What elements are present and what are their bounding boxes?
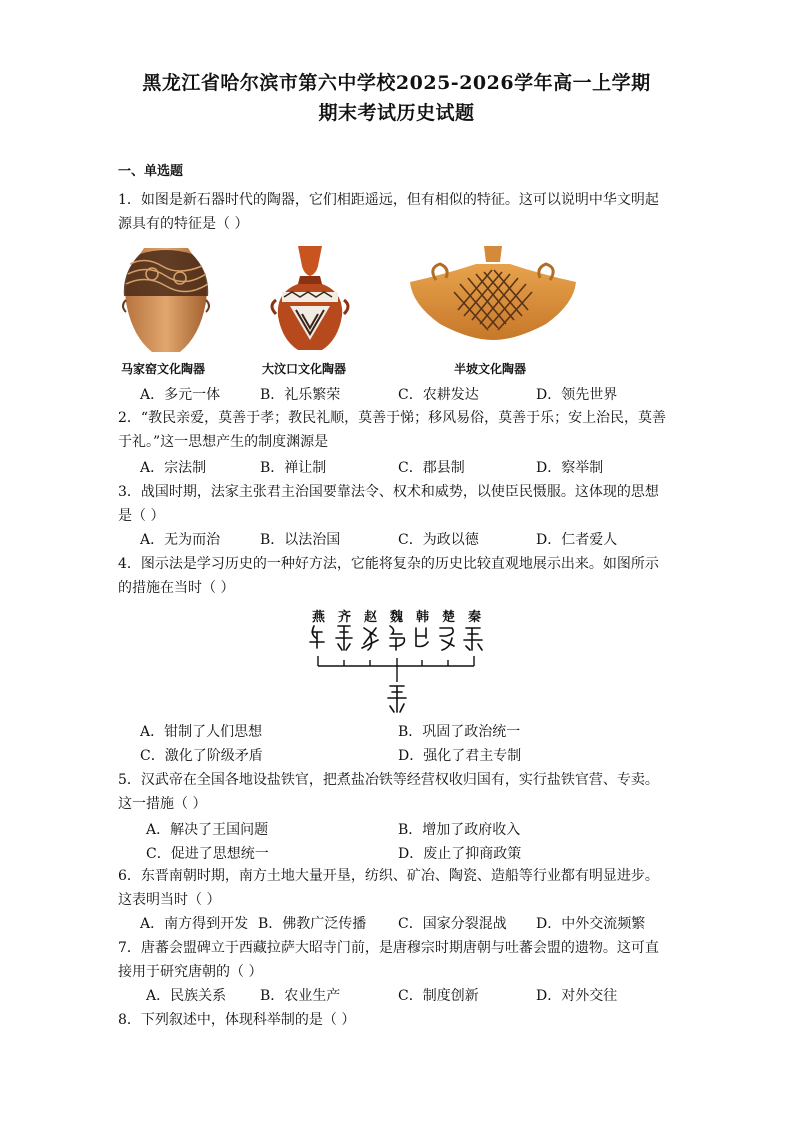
question-2-line2: 于礼。”这一思想产生的制度渊源是 <box>118 434 329 450</box>
caption-majiayao: 马家窑文化陶器 <box>121 362 206 376</box>
q2-option-d[interactable]: D．察举制 <box>536 460 604 476</box>
question-2 <box>118 406 688 454</box>
q3-option-a[interactable]: A．无为而治 <box>140 532 221 548</box>
question-3-line2: 是（ ） <box>118 508 165 524</box>
q3-option-c[interactable]: C．为政以德 <box>398 532 479 548</box>
state-qi: 齐 <box>338 610 352 625</box>
state-han: 韩 <box>416 610 430 625</box>
q6-option-b[interactable]: B．佛教广泛传播 <box>258 916 367 932</box>
question-7 <box>118 936 678 984</box>
state-yan: 燕 <box>312 610 326 625</box>
q1-option-b[interactable]: B．礼乐繁荣 <box>260 387 341 403</box>
q5-option-c[interactable]: C．促进了思想统一 <box>146 846 269 862</box>
q2-option-b[interactable]: B．禅让制 <box>260 460 327 476</box>
q6-option-d[interactable]: D．中外交流频繁 <box>536 916 646 932</box>
question-5-line2: 这一措施（ ） <box>118 796 207 812</box>
question-3-line1: 3．战国时期，法家主张君主治国要靠法令、权术和威势，以使臣民慑服。这体现的思想 <box>118 484 659 500</box>
q3-option-b[interactable]: B．以法治国 <box>260 532 341 548</box>
q1-option-c[interactable]: C．农耕发达 <box>398 387 479 403</box>
state-wei: 魏 <box>390 610 404 625</box>
glyph-qi <box>336 626 352 650</box>
question-3 <box>118 480 678 528</box>
state-zhao: 赵 <box>364 610 378 625</box>
q3-option-d[interactable]: D．仁者爱人 <box>536 532 618 548</box>
q1-option-d[interactable]: D．领先世界 <box>536 387 618 403</box>
question-1-line2: 源具有的特征是（ ） <box>118 216 249 232</box>
script-unification-diagram <box>300 622 500 714</box>
question-4 <box>118 552 678 600</box>
q2-option-a[interactable]: A．宗法制 <box>140 460 207 476</box>
caption-banpo: 半坡文化陶器 <box>454 362 527 376</box>
q6-option-c[interactable]: C．国家分裂混战 <box>398 916 507 932</box>
glyph-wei <box>390 626 404 650</box>
glyph-qin <box>464 628 482 650</box>
question-2-line1: 2．“教民亲爱，莫善于孝；教民礼顺，莫善于悌；移风易俗，莫善于乐；安上治民，莫善 <box>118 410 667 426</box>
question-8 <box>118 1008 678 1032</box>
question-6 <box>118 864 678 912</box>
exam-title-line1: 黑龙江省哈尔滨市第六中学校2025-2026学年高一上学期 <box>142 72 651 94</box>
question-6-line2: 这表明当时（ ） <box>118 892 221 908</box>
q1-option-a[interactable]: A．多元一体 <box>140 387 221 403</box>
question-4-line2: 的措施在当时（ ） <box>118 580 235 596</box>
q4-option-d[interactable]: D．强化了君主专制 <box>398 748 522 764</box>
glyph-chu <box>440 628 454 650</box>
q4-option-c[interactable]: C．激化了阶级矛盾 <box>140 748 263 764</box>
glyph-xiaozhuan <box>388 686 406 712</box>
state-chu: 楚 <box>442 610 456 625</box>
glyph-zhao <box>362 628 378 650</box>
question-1 <box>118 188 678 236</box>
q4-option-a[interactable]: A．钳制了人们思想 <box>140 724 263 740</box>
q7-option-b[interactable]: B．农业生产 <box>260 988 341 1004</box>
q5-option-a[interactable]: A．解决了王国问题 <box>146 822 269 838</box>
question-6-line1: 6．东晋南朝时期，南方土地大量开垦，纺织、矿冶、陶瓷、造船等行业都有明显进步。 <box>118 868 659 884</box>
question-4-line1: 4．图示法是学习历史的一种好方法，它能将复杂的历史比较直观地展示出来。如图所示 <box>118 556 659 572</box>
question-7-line2: 接用于研究唐朝的（ ） <box>118 964 263 980</box>
q7-option-c[interactable]: C．制度创新 <box>398 988 479 1004</box>
caption-dawenkou: 大汶口文化陶器 <box>262 362 347 376</box>
exam-title-line2: 期末考试历史试题 <box>318 102 475 124</box>
question-7-line1: 7．唐蕃会盟碑立于西藏拉萨大昭寺门前，是唐穆宗时期唐朝与吐蕃会盟的遗物。这可直 <box>118 940 659 956</box>
question-1-line1: 1．如图是新石器时代的陶器，它们相距遥远，但有相似的特征。这可以说明中华文明起 <box>118 192 659 208</box>
q4-option-b[interactable]: B．巩固了政治统一 <box>398 724 521 740</box>
question-5 <box>118 768 678 816</box>
q6-option-a[interactable]: A．南方得到开发 <box>140 916 249 932</box>
q5-option-b[interactable]: B．增加了政府收入 <box>398 822 521 838</box>
q5-option-d[interactable]: D．废止了抑商政策 <box>398 846 522 862</box>
dawenkou-pottery-image <box>270 244 350 356</box>
question-5-line1: 5．汉武帝在全国各地设盐铁官，把煮盐冶铁等经营权收归国有，实行盐铁官营、专卖。 <box>118 772 659 788</box>
section-heading: 一、单选题 <box>118 164 184 179</box>
glyph-han <box>416 628 428 647</box>
glyph-yan <box>310 626 324 648</box>
majiayao-pottery-image <box>122 244 210 356</box>
q7-option-a[interactable]: A．民族关系 <box>146 988 227 1004</box>
q2-option-c[interactable]: C．郡县制 <box>398 460 465 476</box>
q7-option-d[interactable]: D．对外交往 <box>536 988 618 1004</box>
state-qin: 秦 <box>468 610 482 625</box>
question-8-line1: 8．下列叙述中，体现科举制的是（ ） <box>118 1012 356 1028</box>
banpo-pottery-image <box>406 244 580 342</box>
